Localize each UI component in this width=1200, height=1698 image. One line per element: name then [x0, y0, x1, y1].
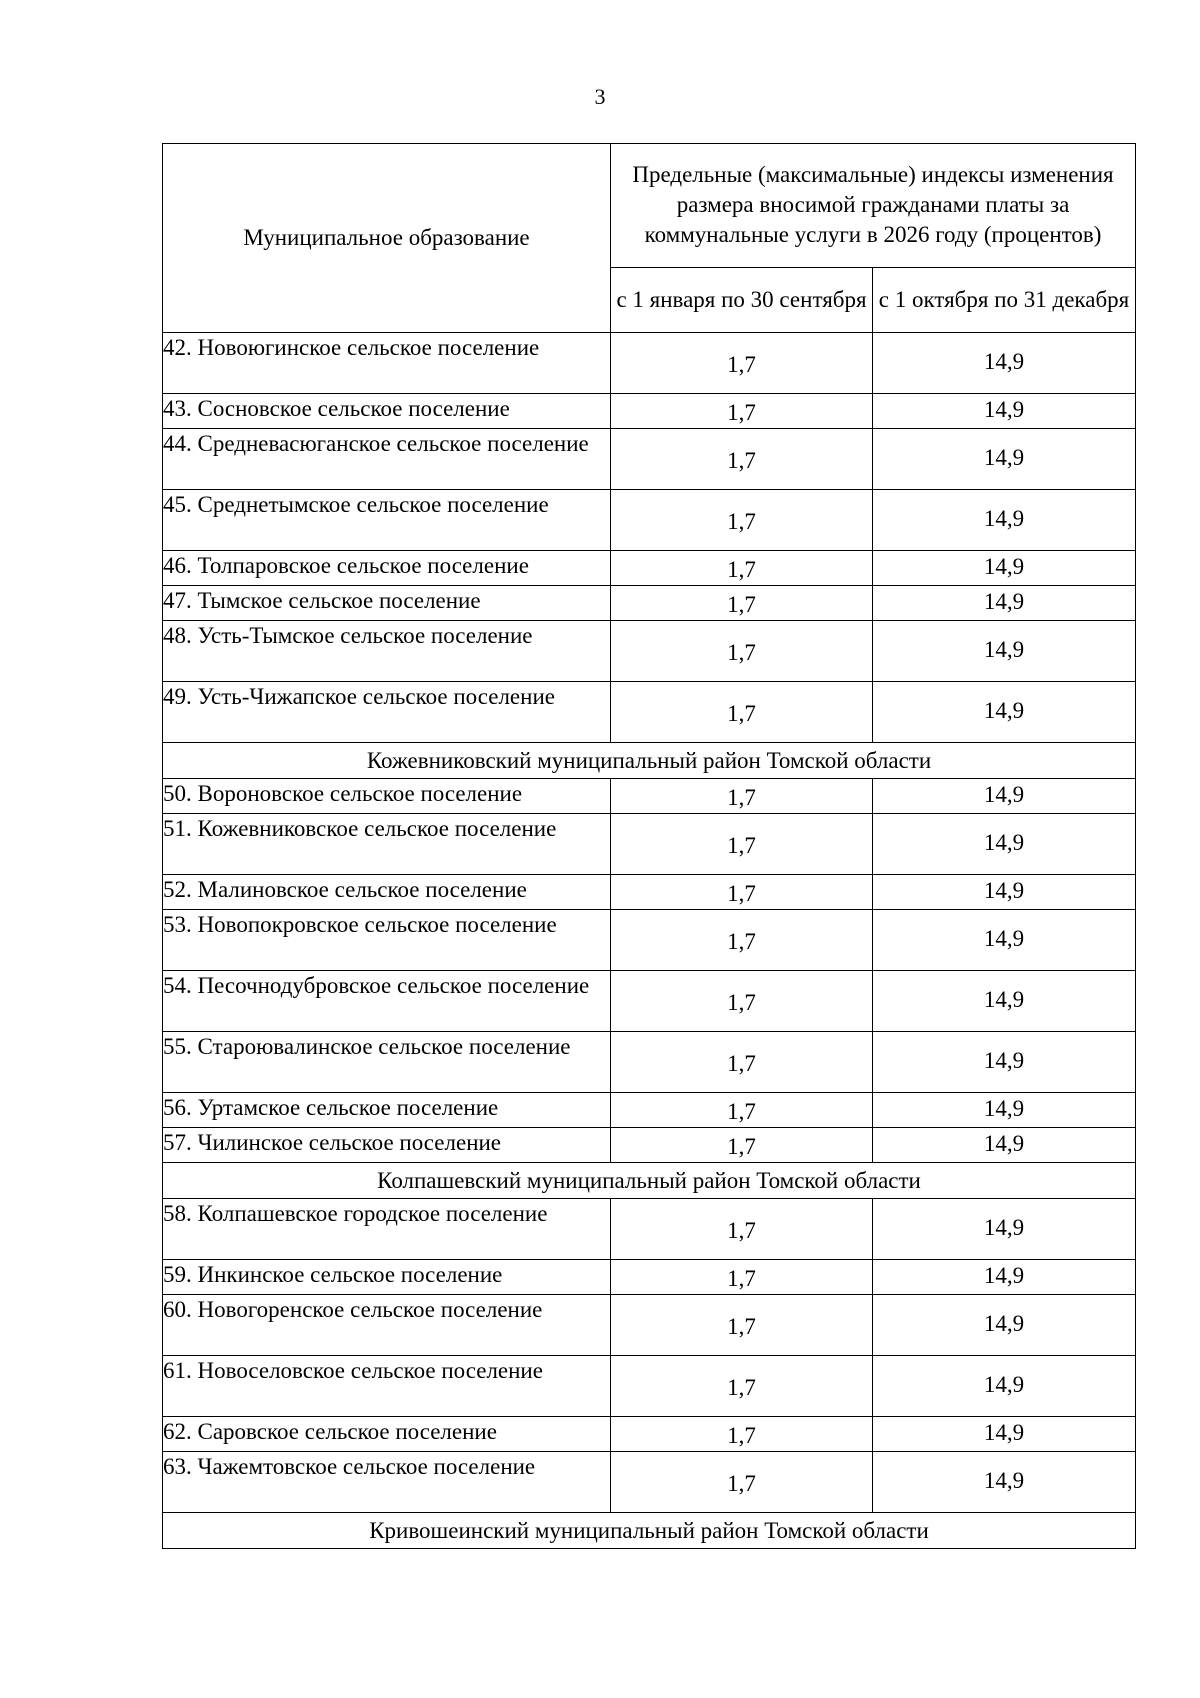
municipality-name: 44. Средневасюганское сельское поселение — [163, 429, 611, 490]
municipality-name: 42. Новоюгинское сельское поселение — [163, 333, 611, 394]
index-cell-oct-dec — [873, 910, 1136, 971]
index-cell-oct-dec — [873, 394, 1136, 429]
table-row — [163, 1356, 1136, 1417]
index-cell-oct-dec — [873, 1452, 1136, 1513]
index-cell-oct-dec — [873, 586, 1136, 621]
index-cell-oct-dec — [873, 779, 1136, 814]
index-value-jan-sep: 1,7 — [727, 352, 756, 377]
index-cell-jan-sep — [611, 971, 873, 1032]
index-cell-jan-sep — [611, 621, 873, 682]
index-cell-jan-sep — [611, 551, 873, 586]
index-cell-jan-sep — [611, 490, 873, 551]
index-cell-jan-sep — [611, 1032, 873, 1093]
index-cell-oct-dec — [873, 814, 1136, 875]
index-value-jan-sep: 1,7 — [727, 509, 756, 534]
index-value-oct-dec: 14,9 — [983, 1420, 1025, 1445]
index-cell-jan-sep — [611, 1356, 873, 1417]
table-row — [163, 621, 1136, 682]
municipality-name: 54. Песочнодубровское сельское поселение — [163, 971, 611, 1032]
index-value-jan-sep: 1,7 — [727, 990, 756, 1015]
section-title: Кожевниковский муниципальный район Томской области — [163, 743, 1136, 779]
index-cell-jan-sep — [611, 1093, 873, 1128]
table-row — [163, 429, 1136, 490]
index-value-oct-dec: 14,9 — [983, 554, 1025, 579]
table-row — [163, 779, 1136, 814]
table-row — [163, 1260, 1136, 1295]
index-cell-jan-sep — [611, 1199, 873, 1260]
index-cell-jan-sep — [611, 779, 873, 814]
page-number: 3 — [594, 84, 606, 109]
municipality-name: 50. Вороновское сельское поселение — [163, 779, 611, 814]
municipality-name: 52. Малиновское сельское поселение — [163, 875, 611, 910]
index-value-oct-dec: 14,9 — [983, 397, 1025, 422]
index-cell-oct-dec — [873, 490, 1136, 551]
index-cell-jan-sep — [611, 910, 873, 971]
index-value-oct-dec: 14,9 — [983, 878, 1025, 903]
table-row — [163, 910, 1136, 971]
index-value-oct-dec: 14,9 — [983, 830, 1025, 855]
table-row — [163, 586, 1136, 621]
table-row — [163, 1452, 1136, 1513]
index-cell-oct-dec — [873, 682, 1136, 743]
municipality-name: 55. Староювалинское сельское поселение — [163, 1032, 611, 1093]
index-cell-oct-dec — [873, 971, 1136, 1032]
table-header — [163, 144, 1136, 333]
municipality-name: 49. Усть-Чижапское сельское поселение — [163, 682, 611, 743]
index-value-jan-sep: 1,7 — [727, 701, 756, 726]
index-cell-oct-dec — [873, 875, 1136, 910]
index-cell-jan-sep — [611, 1260, 873, 1295]
header-period-oct-dec: с 1 октября по 31 декабря — [873, 267, 1136, 332]
section-title: Кривошеинский муниципальный район Томской области — [163, 1513, 1136, 1549]
index-cell-oct-dec — [873, 1295, 1136, 1356]
index-cell-oct-dec — [873, 1093, 1136, 1128]
index-cell-jan-sep — [611, 429, 873, 490]
index-value-jan-sep: 1,7 — [727, 1218, 756, 1243]
table-row — [163, 1295, 1136, 1356]
index-cell-oct-dec — [873, 1032, 1136, 1093]
municipality-name: 58. Колпашевское городское поселение — [163, 1199, 611, 1260]
index-cell-jan-sep — [611, 814, 873, 875]
index-value-oct-dec: 14,9 — [983, 589, 1025, 614]
index-value-oct-dec: 14,9 — [983, 1215, 1025, 1240]
municipality-name: 51. Кожевниковское сельское поселение — [163, 814, 611, 875]
index-cell-jan-sep — [611, 1128, 873, 1163]
table-row — [163, 394, 1136, 429]
index-value-jan-sep: 1,7 — [727, 1423, 756, 1448]
index-value-jan-sep: 1,7 — [727, 1471, 756, 1496]
index-cell-oct-dec — [873, 551, 1136, 586]
municipality-name: 56. Уртамское сельское поселение — [163, 1093, 611, 1128]
index-value-oct-dec: 14,9 — [983, 506, 1025, 531]
municipality-name: 48. Усть-Тымское сельское поселение — [163, 621, 611, 682]
index-cell-jan-sep — [611, 1452, 873, 1513]
header-municipality: Муниципальное образование — [163, 144, 611, 333]
index-value-jan-sep: 1,7 — [727, 400, 756, 425]
municipality-name: 61. Новоселовское сельское поселение — [163, 1356, 611, 1417]
table-row — [163, 1199, 1136, 1260]
index-value-oct-dec: 14,9 — [983, 637, 1025, 662]
index-value-oct-dec: 14,9 — [983, 987, 1025, 1012]
table-row — [163, 1093, 1136, 1128]
section-title: Колпашевский муниципальный район Томской области — [163, 1163, 1136, 1199]
index-cell-oct-dec — [873, 621, 1136, 682]
index-value-oct-dec: 14,9 — [983, 349, 1025, 374]
index-value-jan-sep: 1,7 — [727, 929, 756, 954]
municipality-name: 59. Инкинское сельское поселение — [163, 1260, 611, 1295]
municipality-name: 53. Новопокровское сельское поселение — [163, 910, 611, 971]
municipality-name: 47. Тымское сельское поселение — [163, 586, 611, 621]
index-value-jan-sep: 1,7 — [727, 592, 756, 617]
index-value-oct-dec: 14,9 — [983, 1372, 1025, 1397]
index-value-oct-dec: 14,9 — [983, 1131, 1025, 1156]
index-value-jan-sep: 1,7 — [727, 1134, 756, 1159]
index-value-oct-dec: 14,9 — [983, 1096, 1025, 1121]
index-value-oct-dec: 14,9 — [983, 782, 1025, 807]
header-period-jan-sep: с 1 января по 30 сентября — [611, 267, 873, 332]
table-row — [163, 333, 1136, 394]
index-cell-jan-sep — [611, 875, 873, 910]
index-cell-jan-sep — [611, 394, 873, 429]
header-index-group: Предельные (максимальные) индексы изменения размера вносимой гражданами платы за коммунальные услуги в 2026 году (процентов) — [611, 144, 1136, 268]
index-value-jan-sep: 1,7 — [727, 881, 756, 906]
municipality-name: 63. Чажемтовское сельское поселение — [163, 1452, 611, 1513]
table-row — [163, 814, 1136, 875]
index-value-jan-sep: 1,7 — [727, 1266, 756, 1291]
table-row — [163, 1032, 1136, 1093]
table-row — [163, 682, 1136, 743]
table-row — [163, 1417, 1136, 1452]
index-value-oct-dec: 14,9 — [983, 698, 1025, 723]
index-cell-jan-sep — [611, 333, 873, 394]
index-cell-jan-sep — [611, 1295, 873, 1356]
index-value-jan-sep: 1,7 — [727, 1051, 756, 1076]
table-row — [163, 551, 1136, 586]
table-row — [163, 875, 1136, 910]
municipality-name: 57. Чилинское сельское поселение — [163, 1128, 611, 1163]
index-cell-oct-dec — [873, 1128, 1136, 1163]
index-value-oct-dec: 14,9 — [983, 445, 1025, 470]
index-value-jan-sep: 1,7 — [727, 640, 756, 665]
table-row — [163, 490, 1136, 551]
table-body — [163, 333, 1136, 1549]
index-cell-oct-dec — [873, 1417, 1136, 1452]
index-cell-jan-sep — [611, 1417, 873, 1452]
municipality-name: 43. Сосновское сельское поселение — [163, 394, 611, 429]
municipality-name: 62. Саровское сельское поселение — [163, 1417, 611, 1452]
section-row — [163, 743, 1136, 779]
index-cell-jan-sep — [611, 682, 873, 743]
municipality-name: 45. Среднетымское сельское поселение — [163, 490, 611, 551]
index-cell-oct-dec — [873, 333, 1136, 394]
index-value-oct-dec: 14,9 — [983, 926, 1025, 951]
index-value-oct-dec: 14,9 — [983, 1263, 1025, 1288]
index-value-oct-dec: 14,9 — [983, 1311, 1025, 1336]
section-row — [163, 1513, 1136, 1549]
table-row — [163, 971, 1136, 1032]
index-cell-oct-dec — [873, 1356, 1136, 1417]
index-value-jan-sep: 1,7 — [727, 1375, 756, 1400]
index-cell-jan-sep — [611, 586, 873, 621]
municipality-name: 60. Новогоренское сельское поселение — [163, 1295, 611, 1356]
index-cell-oct-dec — [873, 1199, 1136, 1260]
tariff-index-table — [162, 143, 1136, 1549]
index-cell-oct-dec — [873, 1260, 1136, 1295]
index-value-jan-sep: 1,7 — [727, 448, 756, 473]
index-value-jan-sep: 1,7 — [727, 557, 756, 582]
section-row — [163, 1163, 1136, 1199]
municipality-name: 46. Толпаровское сельское поселение — [163, 551, 611, 586]
index-value-oct-dec: 14,9 — [983, 1048, 1025, 1073]
index-value-oct-dec: 14,9 — [983, 1468, 1025, 1493]
index-value-jan-sep: 1,7 — [727, 1314, 756, 1339]
index-value-jan-sep: 1,7 — [727, 1099, 756, 1124]
table-row — [163, 1128, 1136, 1163]
index-cell-oct-dec — [873, 429, 1136, 490]
index-value-jan-sep: 1,7 — [727, 833, 756, 858]
index-value-jan-sep: 1,7 — [727, 785, 756, 810]
